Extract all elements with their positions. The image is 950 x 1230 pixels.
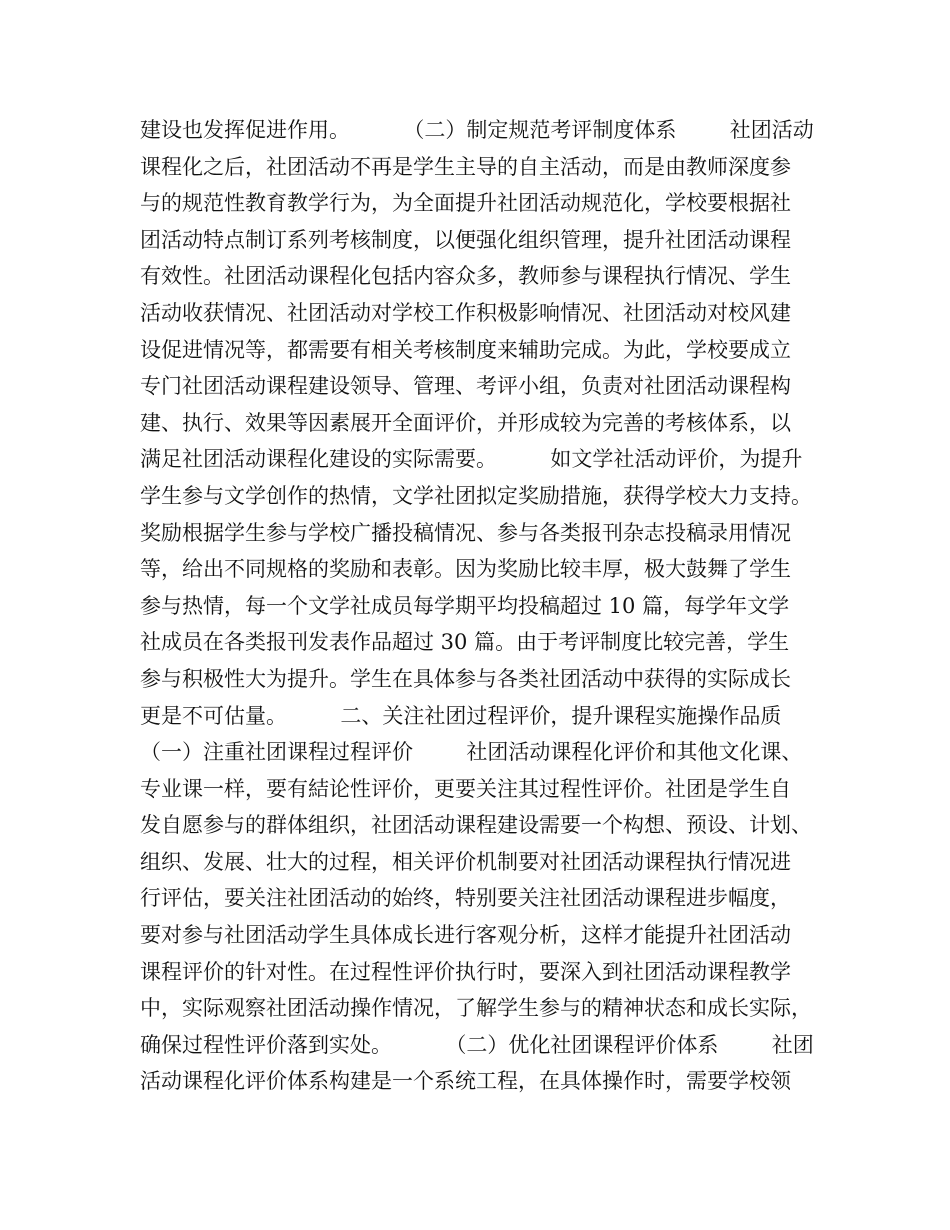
text-line: 中，实际观察社团活动操作情况，了解学生参与的精神状态和成长实际， [140, 996, 812, 1021]
text-line: 建、执行、效果等因素展开全面评价，并形成较为完善的考核体系，以 [140, 410, 791, 435]
text-line: 社成员在各类报刊发表作品超过 30 篇。由于考评制度比较完善，学生 [140, 630, 790, 655]
text-line: 活动收获情况、社团活动对学校工作积极影响情况、社团活动对校风建 [140, 300, 791, 325]
text-line: 更是不可估量。 二、关注社团过程评价，提升课程实施操作品质 [140, 703, 782, 728]
text-line: 活动课程化评价体系构建是一个系统工程，在具体操作时，需要学校领 [140, 1069, 791, 1094]
text-line: 专业课一样，要有結论性评价，更要关注其过程性评价。社团是学生自 [140, 776, 791, 801]
text-line: 参与热情，每一个文学社成员每学期平均投稿超过 10 篇，每学年文学 [140, 593, 790, 618]
text-line: 课程评价的针对性。在过程性评价执行时，要深入到社团活动课程教学 [140, 959, 791, 984]
text-line: 参与积极性大为提升。学生在具体参与各类社团活动中获得的实际成长 [140, 666, 791, 691]
text-line: 要对参与社团活动学生具体成长进行客观分析，这样才能提升社团活动 [140, 923, 791, 948]
text-line: 确保过程性评价落到实处。 （二）优化社团课程评价体系 社团 [140, 1032, 814, 1057]
text-line: 团活动特点制订系列考核制度，以便强化组织管理，提升社团活动课程 [140, 227, 791, 252]
text-line: （一）注重社团课程过程评价 社团活动课程化评价和其他文化课、 [140, 740, 803, 765]
text-line: 等，给出不同规格的奖励和表彰。因为奖励比较丰厚，极大鼓舞了学生 [140, 557, 791, 582]
text-line: 专门社团活动课程建设领导、管理、考评小组，负责对社团活动课程构 [140, 374, 791, 399]
text-line: 奖励根据学生参与学校广播投稿情况、参与各类报刊杂志投稿录用情况 [140, 520, 791, 545]
text-line: 满足社团活动课程化建设的实际需要。 如文学社活动评价，为提升 [140, 447, 803, 472]
text-line: 行评估，要关注社团活动的始终，特别要关注社团活动课程进步幅度， [140, 886, 791, 911]
text-line: 学生参与文学创作的热情，文学社团拟定奖励措施，获得学校大力支持。 [140, 483, 812, 508]
text-line: 组织、发展、壮大的过程，相关评价机制要对社团活动课程执行情况进 [140, 849, 791, 874]
body-text [140, 112, 830, 1100]
text-line: 发自愿参与的群体组织，社团活动课程建设需要一个构想、预设、计划、 [140, 813, 812, 838]
text-line: 课程化之后，社团活动不再是学生主导的自主活动，而是由教师深度参 [140, 154, 791, 179]
text-line: 设促进情况等，都需要有相关考核制度来辅助完成。为此，学校要成立 [140, 337, 791, 362]
text-line: 有效性。社团活动课程化包括内容众多，教师参与课程执行情况、学生 [140, 264, 791, 289]
text-line: 与的规范性教育教学行为，为全面提升社团活动规范化，学校要根据社 [140, 191, 791, 216]
text-line: 建设也发挥促进作用。 （二）制定规范考评制度体系 社团活动 [140, 118, 814, 142]
